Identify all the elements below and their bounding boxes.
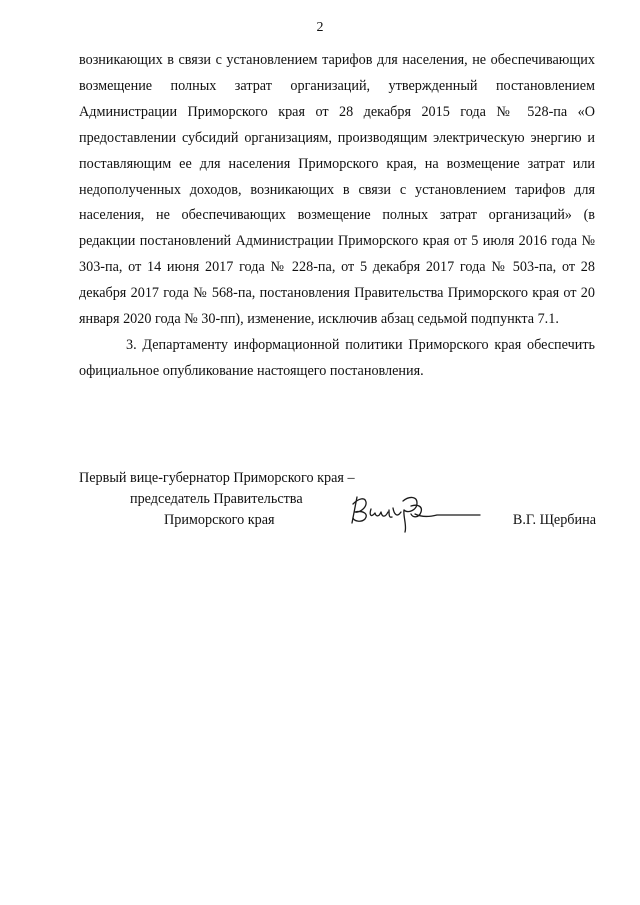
signature-block [79, 468, 599, 538]
handwritten-signature [345, 488, 485, 534]
signatory-title-line-1: Первый вице-губернатор Приморского края – [79, 470, 355, 486]
page-number: 2 [316, 20, 324, 35]
signatory-name: В.Г. Щербина [512, 512, 596, 528]
paragraph-item-3: 3. Департаменту информационной политики Приморского края обеспечить официальное опубликование настоящего постановления. [79, 336, 595, 379]
paragraph-continuation: возникающих в связи с установлением тарифов для населения, не обеспечивающих возмещение полных затрат организаций, утвержденный постановлением Администрации Приморского края от 28 декабря 2015 года № 528-па «О предоставлении субсидий организациям, производящим электрическую энергию и поставляющим ее для населения Приморского края, на возмещение затрат или недополученных доходов, возникающих в связи с установлением тарифов для населения, не обеспечивающих возмещение полных затрат организаций» (в редакции постановлений Администрации Приморского края от 5 июля 2016 года № 303-па, от 14 июня 2017 года № 228-па, от 5 декабря 2017 года № 503-па, от 28 декабря 2017 года № 568-па, постановления Правительства Приморского края от 20 января 2020 года № 30-пп), изменение, исключив абзац седьмой подпункта 7.1. [79, 52, 595, 328]
document-body [79, 48, 595, 385]
signatory-title-line-3: Приморского края [164, 512, 275, 528]
signatory-title-line-2: председатель Правительства [130, 491, 303, 507]
